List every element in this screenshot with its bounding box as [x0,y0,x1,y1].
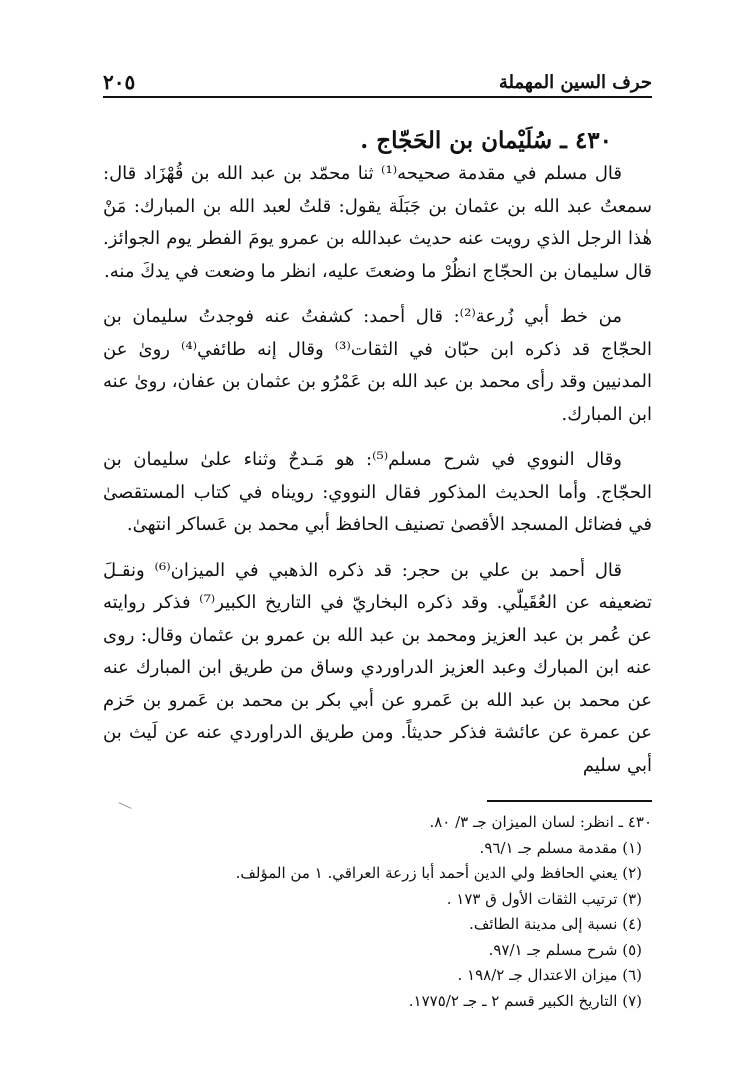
footnote-3: (٣) ترتيب الثقات الأول ق ١٧٣ . [446,889,642,908]
footnote-entry-ref: ٤٣٠ ـ انظر: لسان الميزان جـ ٣/ ٨٠. [429,813,652,831]
paragraph-4: قال أحمد بن علي بن حجر: قد ذكره الذهبي في الميزان⁽⁶⁾ ونقـلَ تضعيفه عن العُقَيلّي. وقد ذكره البخاريّ في التاريخ الكبير⁽⁷⁾ فذكر روايته عن عُمر بن عبد العزيز ومحمد بن عبد الله بن عمرو بن عثمان وقال: روى عنه ابن المبارك وعبد العزيز الدراوردي وساق من طريق ابن المبارك عنه عن محمد بن عبد الله بن عَمرو عن أبي بكر بن محمد بن عَمرو بن حَزم عن عمرة عن عائشة فذكر حديثاً. ومن طريق الدراوردي عنه عن لَيث بن أبي سليم [103,559,652,776]
footnote-2: (٢) يعني الحافظ ولي الدين أحمد أبا زرعة العراقي. ١ من المؤلف. [235,864,642,882]
running-title: حرف السين المهملة [498,72,652,93]
footnote-separator [487,800,652,802]
paragraph-3: وقال النووي في شرح مسلم⁽⁵⁾: هو مَـدحٌ وثناء علىٰ سليمان بن الحجّاج. وأما الحديث المذكور فقال النووي: رويناه في كتاب المستقصىٰ في فضائل المسجد الأقصىٰ تصنيف الحافظ أبي محمد بن عَساكر انتهىٰ. [103,449,652,535]
paragraph-2: من خط أبي زُرعة⁽²⁾: قال أحمد: كشفتُ عنه فوجدتُ سليمان بن الحجّاج قد ذكره ابن حبّان في الثقات⁽³⁾ وقال إنه طائفي⁽⁴⁾ روىٰ عن المدنيين وقد رأى محمد بن عبد الله بن عَمْرُو بن عثمان بن عفان، روىٰ عنه ابن المبارك. [103,306,652,425]
page-header [103,60,652,98]
footnote-4: (٤) نسبة إلى مدينة الطائف. [469,915,642,933]
page-body [103,112,652,782]
footnote-5: (٥) شرح مسلم جـ ٩٧/١. [488,940,642,959]
page-number: ٢٠٥ [103,70,136,94]
scan-speck [118,802,131,809]
entry-title: ٤٣٠ ـ سُلَيْمان بن الحَجّاج . [360,127,612,154]
footnote-6: (٦) ميزان الاعتدال جـ ١٩٨/٢ . [457,966,642,984]
paragraph-1: قال مسلم في مقدمة صحيحه⁽¹⁾ ثنا محمّد بن عبد الله بن قُهْزَاد قال: سمعتُ عبد الله بن عثمان بن جَبَلَة يقول: قلتُ لعبد الله بن المبارك: مَنْ هٰذا الرجل الذي رويت عنه حديث عبدالله بن عمرو يومَ الفطر يوم الجوائز. قال سليمان بن الحجّاج انظُرْ ما وضعتَ عليه، انظر ما وضعت في يدكَ منه. [103,163,652,282]
footnote-7: (٧) التاريخ الكبير قسم ٢ ـ جـ ١٧٧٥/٢. [408,991,642,1010]
footnote-1: (١) مقدمة مسلم جـ ٩٦/١. [479,838,642,857]
footnotes [103,810,652,1014]
